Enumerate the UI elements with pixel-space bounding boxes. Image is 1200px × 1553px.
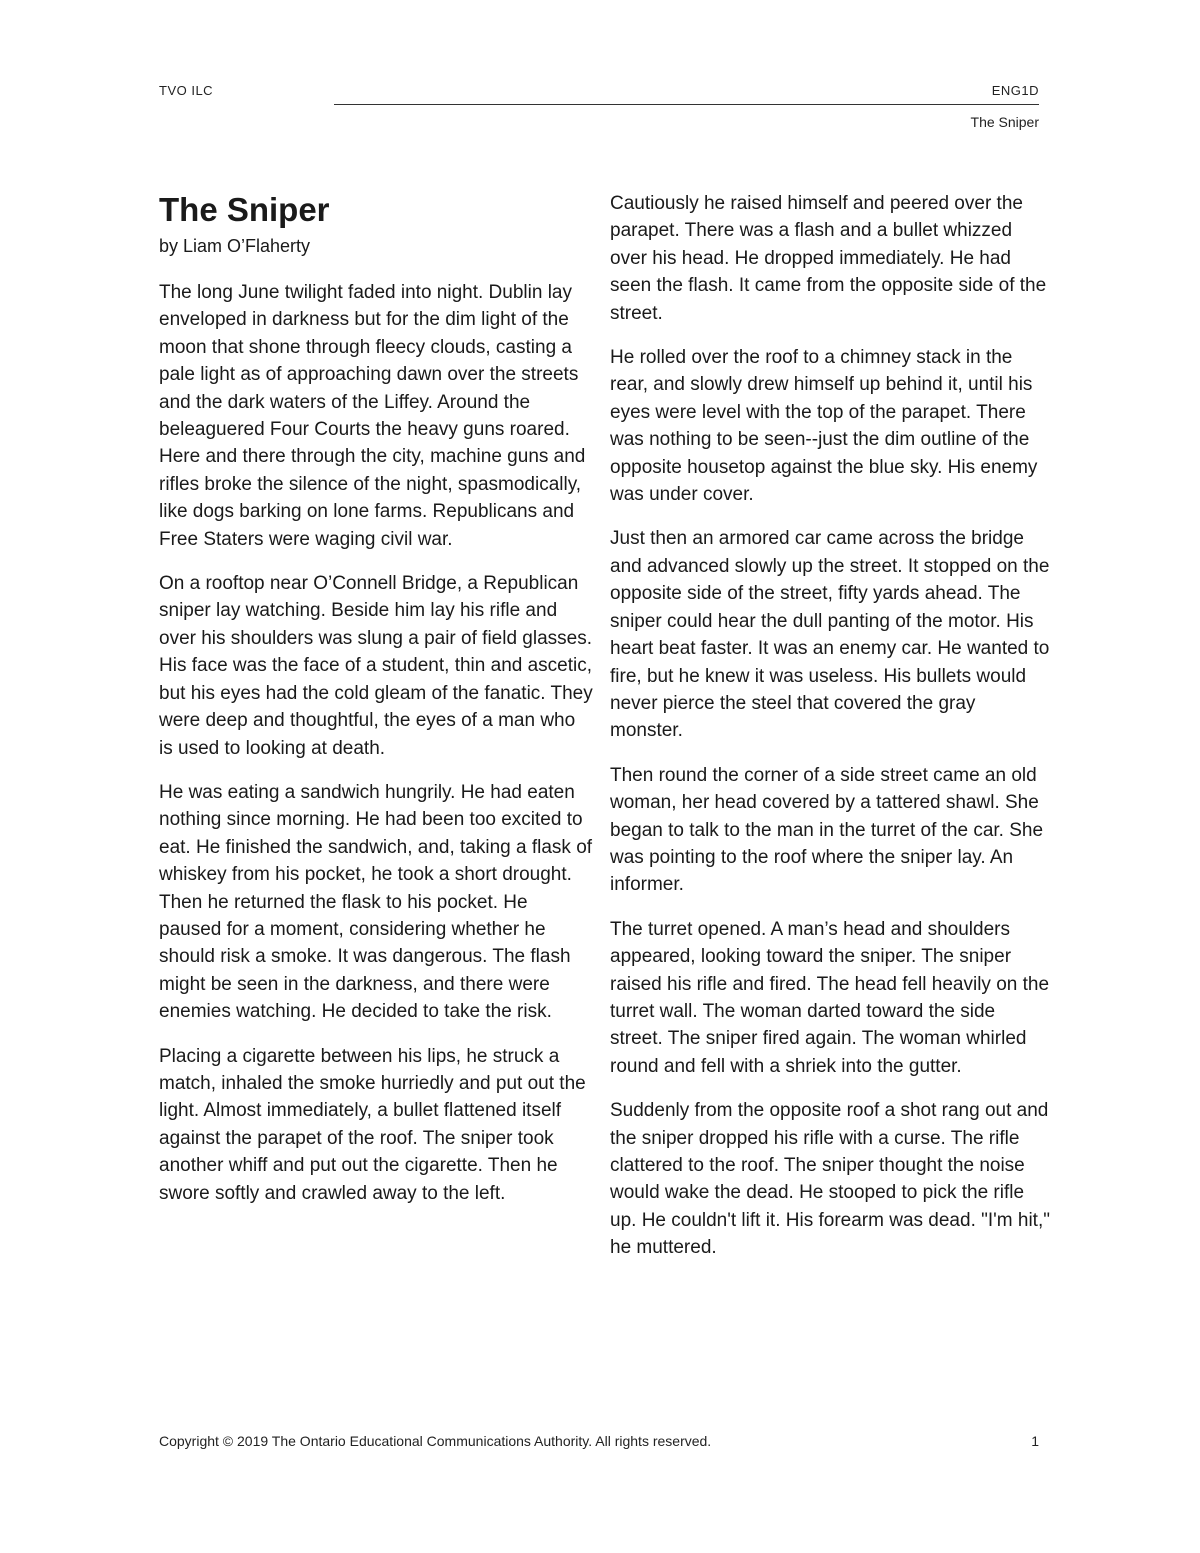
header-document-title: The Sniper xyxy=(970,114,1039,130)
story-paragraph: Just then an armored car came across the bridge and advanced slowly up the street. It stopped on the opposite side of the street, fifty yards ahead. The sniper could hear the dull panting of the motor. His heart beat faster. It was an enemy car. He wanted to fire, but he knew it was useless. His bullets would never pierce the steel that covered the gray monster. xyxy=(610,528,1050,742)
story-paragraph: Then round the corner of a side street came an old woman, her head covered by a tattered shawl. She began to talk to the man in the turret of the car. She was pointing to the roof where the sniper lay. An informer. xyxy=(610,764,1044,896)
story-paragraph: Suddenly from the opposite roof a shot rang out and the sniper dropped his rifle with a curse. The rifle clattered to the roof. The sniper thought the noise would wake the dead. He stooped to pick the rifle up. He couldn't lift it. His forearm was dead. "I'm hit," he muttered. xyxy=(610,1100,1050,1259)
story-paragraph: Placing a cigarette between his lips, he struck a match, inhaled the smoke hurriedly and put out the light. Almost immediately, a bullet flattened itself against the parapet of the roof. The sniper took another whiff and put out the cigarette. Then he swore softly and crawled away to the left. xyxy=(159,1045,586,1204)
right-column xyxy=(610,190,1050,1279)
header-divider xyxy=(334,104,1039,105)
story-paragraph: The long June twilight faded into night. Dublin lay enveloped in darkness but for the dim light of the moon that shone through fleecy clouds, casting a pale light as of approaching dawn over the streets and the dark waters of the Liffey. Around the beleaguered Four Courts the heavy guns roared. Here and there through the city, machine guns and rifles broke the silence of the night, spasmodically, like dogs barking on lone farms. Republicans and Free Staters were waging civil war. xyxy=(159,282,586,550)
story-paragraph: The turret opened. A man’s head and shoulders appeared, looking toward the sniper. The sniper raised his rifle and fired. The head fell heavily on the turret wall. The woman darted toward the side street. The sniper fired again. The woman whirled round and fell with a shriek into the gutter. xyxy=(610,918,1050,1077)
story-paragraph: He rolled over the roof to a chimney stack in the rear, and slowly drew himself up behind it, until his eyes were level with the top of the parapet. There was nothing to be seen--just the dim outline of the opposite housetop against the blue sky. His enemy was under cover. xyxy=(610,347,1038,506)
left-column xyxy=(159,190,593,1224)
story-title: The Sniper xyxy=(159,191,330,228)
footer-copyright: Copyright © 2019 The Ontario Educational Communications Authority. All rights reserved. xyxy=(159,1433,712,1449)
story-byline: by Liam O’Flaherty xyxy=(159,236,311,256)
header-org-label: TVO ILC xyxy=(159,83,214,98)
page-number: 1 xyxy=(1031,1433,1039,1449)
story-paragraph: He was eating a sandwich hungrily. He had eaten nothing since morning. He had been too excited to eat. He finished the sandwich, and, taking a flask of whiskey from his pocket, he took a short drought. Then he returned the flask to his pocket. He paused for a moment, considering whether he should risk a smoke. It was dangerous. The flash might be seen in the darkness, and there were enemies watching. He decided to take the risk. xyxy=(159,781,593,1023)
header-course-code: ENG1D xyxy=(991,83,1039,98)
story-paragraph: On a rooftop near O’Connell Bridge, a Republican sniper lay watching. Beside him lay his rifle and over his shoulders was slung a pair of field glasses. His face was the face of a student, thin and ascetic, but his eyes had the cold gleam of the fanatic. They were deep and thoughtful, the eyes of a man who is used to looking at death. xyxy=(159,573,593,759)
story-paragraph: Cautiously he raised himself and peered over the parapet. There was a flash and a bullet whizzed over his head. He dropped immediately. He had seen the flash. It came from the opposite side of the street. xyxy=(610,193,1047,324)
